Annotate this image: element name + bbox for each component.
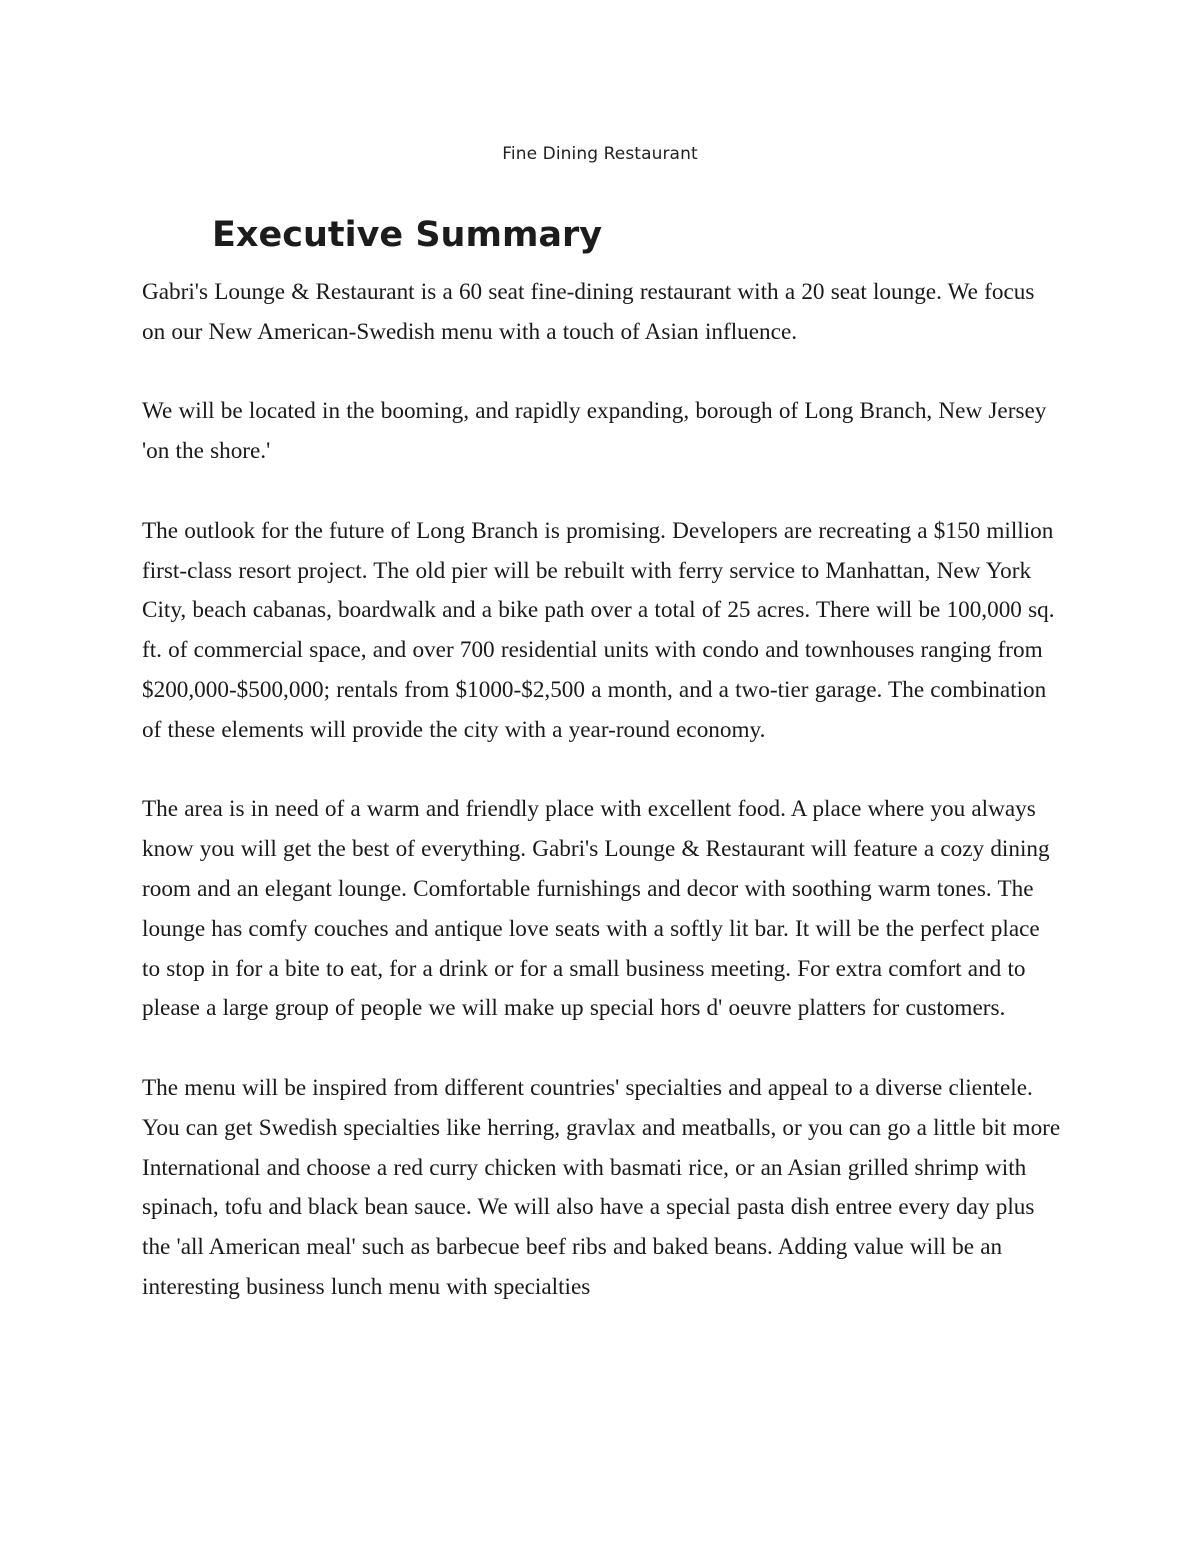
document-body <box>142 273 1062 1308</box>
paragraph-menu: The menu will be inspired from different countries' specialties and appeal to a diverse clientele. You can get Swedish specialties like herring, gravlax and meatballs, or you can go a little bit more International and choose a red curry chicken with basmati rice, or an Asian grilled shrimp with spinach, tofu and black bean sauce. We will also have a special pasta dish entree every day plus the 'all American meal' such as barbecue beef ribs and baked beans. Adding value will be an interesting business lunch menu with specialties <box>142 1074 1061 1300</box>
paragraph-outlook: The outlook for the future of Long Branch is promising. Developers are recreating a $150 million first-class resort project. The old pier will be rebuilt with ferry service to Manhattan, New York City, beach cabanas, boardwalk and a bike path over a total of 25 acres. There will be 100,000 sq. ft. of commercial space, and over 700 residential units with condo and townhouses ranging from $200,000-$500,000; rentals from $1000-$2,500 a month, and a two-tier garage. The combination of these elements will provide the city with a year-round economy. <box>142 517 1055 743</box>
paragraph-atmosphere: The area is in need of a warm and friendly place with excellent food. A place where you always know you will get the best of everything. Gabri's Lounge & Restaurant will feature a cozy dining room and an elegant lounge. Comfortable furnishings and decor with soothing warm tones. The lounge has comfy couches and antique love seats with a softly lit bar. It will be the perfect place to stop in for a bite to eat, for a drink or for a small business meeting. For extra comfort and to please a large group of people we will make up special hors d' oeuvre platters for customers. <box>142 796 1050 1022</box>
document-title: Executive Summary <box>212 215 603 255</box>
paragraph-location: We will be located in the booming, and rapidly expanding, borough of Long Branch, New Jersey 'on the shore.' <box>142 398 1047 465</box>
running-header: Fine Dining Restaurant <box>502 144 698 164</box>
paragraph-intro: Gabri's Lounge & Restaurant is a 60 seat fine-dining restaurant with a 20 seat lounge. We focus on our New American-Swedish menu with a touch of Asian influence. <box>142 279 1035 345</box>
